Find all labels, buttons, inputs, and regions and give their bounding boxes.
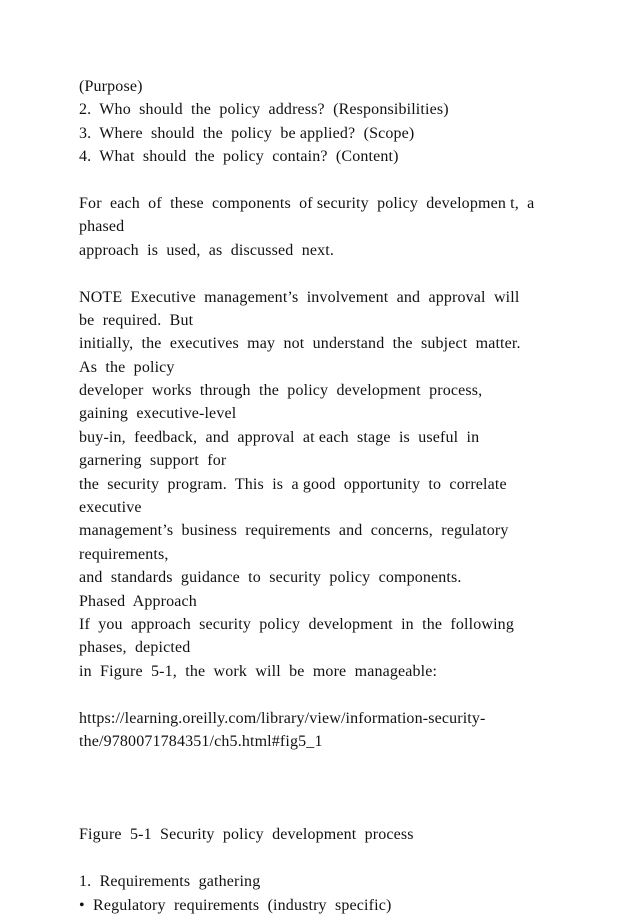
list-line-purpose: (Purpose): [79, 78, 143, 95]
step-line: • Regulatory requirements (industry specific): [79, 896, 392, 914]
paragraph-line: For each of these components of security policy developmen t, a: [79, 194, 535, 212]
url-line: the/9780071784351/ch5.html#fig5_1: [79, 732, 323, 750]
figure-gap: [79, 753, 619, 823]
note-line: buy-in, feedback, and approval at each stage is useful in: [79, 428, 480, 446]
note-line: executive: [79, 499, 142, 517]
step-line: 1. Requirements gathering: [79, 873, 261, 891]
note-line: the security program. This is a good opportunity to correlate: [79, 475, 507, 493]
paragraph-line: phased: [79, 218, 125, 236]
paragraph-gap: [79, 683, 619, 706]
paragraph-gap: [79, 847, 619, 870]
note-line: initially, the executives may not understand the subject matter.: [79, 335, 521, 353]
note-line: As the policy: [79, 358, 175, 376]
note-line: phases, depicted: [79, 639, 191, 657]
note-line: NOTE Executive management’s involvement and approval will: [79, 288, 520, 306]
note-line: in Figure 5-1, the work will be more manageable:: [79, 662, 438, 680]
note-line: management’s business requirements and concerns, regulatory: [79, 522, 509, 540]
list-line-2: 2. Who should the policy address? (Responsibilities): [79, 101, 449, 119]
note-line: gaining executive-level: [79, 405, 237, 423]
list-line-4: 4. What should the policy contain? (Content): [79, 148, 399, 166]
section-heading: Phased Approach: [79, 592, 197, 610]
paragraph-gap: [79, 169, 619, 192]
note-line: If you approach security policy development in the following: [79, 615, 514, 633]
figure-caption: Figure 5-1 Security policy development process: [79, 826, 414, 844]
note-line: and standards guidance to security policy components.: [79, 569, 462, 587]
paragraph-gap: [79, 262, 619, 285]
paragraph-line: approach is used, as discussed next.: [79, 241, 334, 259]
page-body: [79, 75, 619, 917]
list-line-3: 3. Where should the policy be applied? (Scope): [79, 124, 415, 142]
note-line: be required. But: [79, 311, 194, 329]
note-line: developer works through the policy development process,: [79, 382, 483, 400]
url-line: https://learning.oreilly.com/library/view/information-security-: [79, 709, 486, 727]
note-line: requirements,: [79, 545, 169, 563]
note-line: garnering support for: [79, 452, 227, 470]
